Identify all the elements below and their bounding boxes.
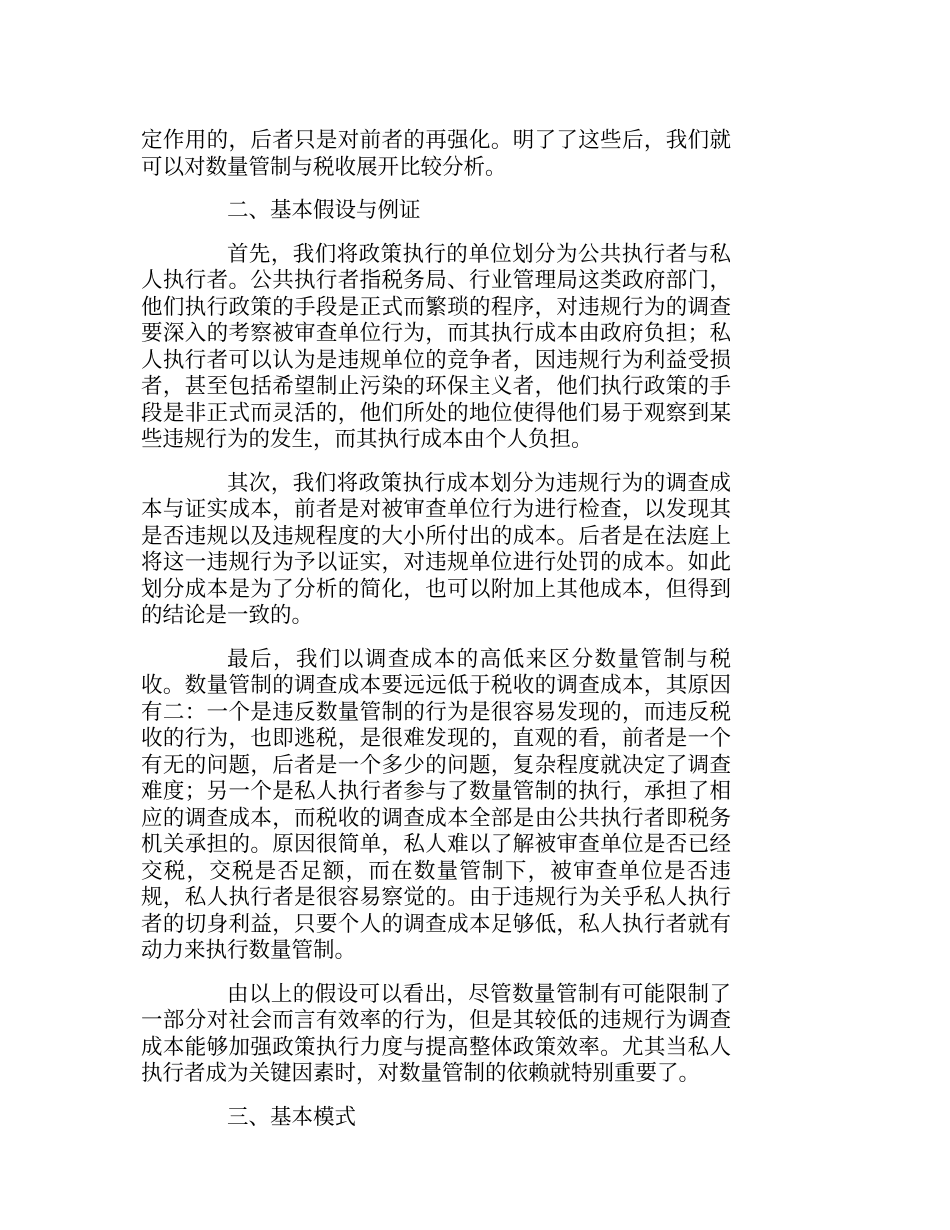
continuation-paragraph: 定作用的，后者只是对前者的再强化。明了了这些后，我们就可以对数量管制与税收展开比较分析。 <box>141 128 731 180</box>
section-heading: 三、基本模式 <box>227 1104 357 1130</box>
paragraph: 最后，我们以调查成本的高低来区分数量管制与税收。数量管制的调查成本要远远低于税收的调查成本，其原因有二：一个是违反数量管制的行为是很容易发现的，而违反税收的行为，也即逃税，是很难发现的，直观的看，前者是一个有无的问题，后者是一个多少的问题，复杂程度就决定了调查难度；另一个是私人执行者参与了数量管制的执行，承担了相应的调查成本，而税收的调查成本全部是由公共执行者即税务机关承担的。原因很简单，私人难以了解被审查单位是否已经交税，交税是否足额，而在数量管制下，被审查单位是否违规，私人执行者是很容易察觉的。由于违规行为关乎私人执行者的切身利益，只要个人的调查成本足够低，私人执行者就有动力来执行数量管制。 <box>141 646 731 963</box>
document-body <box>141 128 731 1148</box>
paragraph: 由以上的假设可以看出，尽管数量管制有可能限制了一部分对社会而言有效率的行为，但是其较低的违规行为调查成本能够加强政策执行力度与提高整体政策效率。尤其当私人执行者成为关键因素时，对数量管制的依赖就特别重要了。 <box>141 981 731 1086</box>
paragraph: 首先，我们将政策执行的单位划分为公共执行者与私人执行者。公共执行者指税务局、行业管理局这类政府部门，他们执行政策的手段是正式而繁琐的程序，对违规行为的调查要深入的考察被审查单位行为，而其执行成本由政府负担；私人执行者可以认为是违规单位的竞争者，因违规行为利益受损者，甚至包括希望制止污染的环保主义者，他们执行政策的手段是非正式而灵活的，他们所处的地位使得他们易于观察到某些违规行为的发生，而其执行成本由个人负担。 <box>141 241 731 452</box>
paragraph: 其次，我们将政策执行成本划分为违规行为的调查成本与证实成本，前者是对被审查单位行为进行检查，以发现其是否违规以及违规程度的大小所付出的成本。后者是在法庭上将这一违规行为予以证实，对违规单位进行处罚的成本。如此划分成本是为了分析的简化，也可以附加上其他成本，但得到的结论是一致的。 <box>141 470 731 628</box>
section-heading: 二、基本假设与例证 <box>227 198 421 223</box>
